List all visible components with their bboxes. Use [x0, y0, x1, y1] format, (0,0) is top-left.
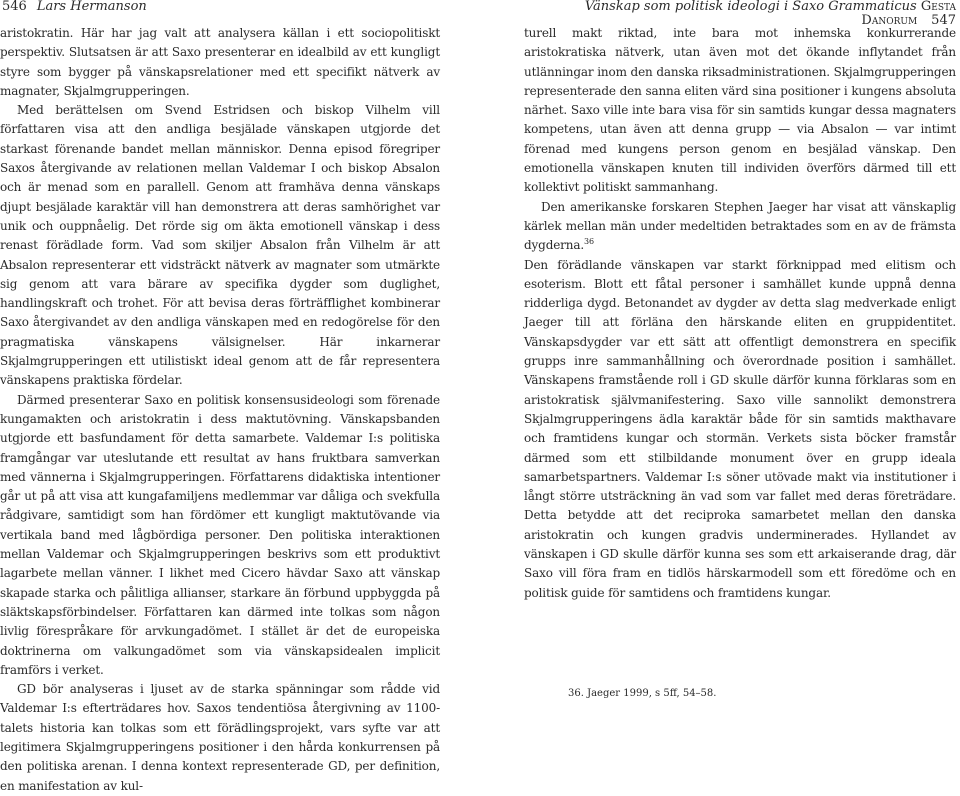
- right-running-header: [524, 0, 956, 28]
- left-page: [0, 0, 440, 793]
- left-body-text: [0, 24, 440, 796]
- left-page-number: 546: [2, 0, 27, 14]
- paragraph: Den förädlande vänskapen var starkt förknippad med elitism och esoterism. Blott ett fåtal personer i samhället kunde uppnå denna ridderliga dygd. Betonandet av dygder av detta slag medverkade enligt Jaeger till att förläna den härskande eliten en gruppidentitet. Vänskapsdygder var ett sätt att offentligt demonstrera en specifik grupps inre sammanhållning och överordnade position i samhället. Vänskapens framstående roll i GD skulle därför kunna förklaras som en aristokratisk självmanifestering. Saxo ville sannolikt demonstrera Skjalmgrupperingens ädla karaktär både för sin samtids makthavare och framtidens kungar och stormän. Verkets sista böcker framstår därmed som ett stilbildande monument över en grupp ideala samarbetspartners. Valdemar I:s söner utövade makt via institutioner i långt större utsträckning än vad som var fallet med deras företrädare. Detta betydde att det reciproka samarbetet mellan den danska aristokratin och kungen gradvis underminerades. Hyllandet av vänskapen i GD skulle därför kunna ses som ett arkaiserande drag, där Saxo vill föra fram en tidlös härskarmodell som ett föredöme och en politisk guide för samtidens och framtidens kungar.: [524, 257, 956, 600]
- running-title-text: Vänskap som politisk ideologi i Saxo Grammaticus: [584, 0, 917, 14]
- author-name: Lars Hermanson: [36, 0, 147, 14]
- right-page: [524, 0, 956, 706]
- running-title-caps: Gesta Danorum: [861, 0, 956, 28]
- paragraph: aristokratin. Här har jag valt att analysera källan i ett sociopolitiskt perspektiv. Slutsatsen är att Saxo presenterar en idealbild av ett kungligt styre som bygger på vänskapsrelationer med ett specifikt nätverk av magnater, Skjalmgrupperingen.: [0, 26, 440, 98]
- paragraph: GD bör analyseras i ljuset av de starka spänningar som rådde vid Valdemar I:s efterträdares hov. Saxos tendentiösa återgivning av 1100-talets historia kan tolkas som ett förädlingsprojekt, vars syfte var att legitimera Skjalmgrupperingens positioner i den hårda konkurrensen på den politiska arenan. I denna kontext representerade GD, per definition, en manifestation av kul-: [0, 682, 440, 793]
- footnote-reference[interactable]: 36: [584, 237, 594, 247]
- paragraph: Med berättelsen om Svend Estridsen och biskop Vilhelm vill författaren visa att den andliga besjälade vänskapen utgjorde det starkast förenande bandet mellan människor. Denna episod föregriper Saxos återgivande av relationen mellan Valdemar I och biskop Absalon och är menad som en parallell. Genom att framhäva denna vänskaps djupt besjälade karaktär vill han demonstrera att deras samhörighet var unik och ouppnåelig. Det rörde sig om äkta emotionell vänskap i dess renast förädlade form. Vad som skiljer Absalon från Vilhelm är att Absalon representerar ett vidsträckt nätverk av magnater som utmärkte sig genom att vara bärare av specifika dygder som duglighet, handlingskraft och trohet. För att bevisa deras förträfflighet kombinerar Saxo återgivandet av den andliga vänskapen med en redogörelse för den pragmatiska vänskapens välsignelser. Här inkarnerar Skjalmgrupperingen ett utilistiskt ideal genom att de får representera vänskapens praktiska fördelar.: [0, 103, 440, 388]
- paragraph: [524, 198, 956, 256]
- footnote: 36. Jaeger 1999, s 5ff, 54–58.: [568, 688, 717, 699]
- left-running-header: [0, 0, 440, 24]
- paragraph: turell makt riktad, inte bara mot inhemska konkurrerande aristokratiska nätverk, utan även mot det ökande inflytandet från utlänningar inom den danska riksadministrationen. Skjalmgrupperingen representerade den sanna eliten värd sina positioner i kungens absoluta närhet. Saxo ville inte bara visa för sin samtids kungar dessa magnaters kompetens, utan även att denna grupp — via Absalon — var intimt förenad med kungens person genom en besjälad vänskap. Den emotionella vänskapen knuten till individen överförs därmed till ett kollektivt politiskt sammanhang.: [524, 26, 956, 195]
- right-page-number: 547: [931, 13, 956, 28]
- paragraph-text: Den amerikanske forskaren Stephen Jaeger har visat att vänskaplig kärlek mellan män under medeltiden betraktades som en av de främsta dygderna.: [524, 199, 956, 253]
- paragraph: Därmed presenterar Saxo en politisk konsensusideologi som förenade kungamakten och aristokratin i dess maktutövning. Vänskapsbanden utgjorde ett basfundament för detta samarbete. Valdemar I:s politiska framgångar var uteslutande ett resultat av hans fruktbara samverkan med vännerna i Skjalmgrupperingen. Författarens didaktiska intentioner går ut på att visa att kungafamiljens medlemmar var dåliga och svekfulla rådgivare, samtidigt som han fördömer ett kungligt maktutövande via vertikala band med lågbördiga personer. Den politiska interaktionen mellan Valdemar och Skjalmgrupperingen beskrivs som ett produktivt lagarbete mellan vänner. I likhet med Cicero hävdar Saxo att vänskap skapade starka och pålitliga allianser, starkare än förbund uppbyggda på släktskapsförbindelser. Författaren kan därmed inte tolkas som någon livlig förespråkare för arvkungadömet. I stället är det de europeiska doktrinerna om valkungadömet som via vänskapsidealen implicit framförs i verket.: [0, 392, 440, 677]
- right-body-text: [524, 24, 956, 603]
